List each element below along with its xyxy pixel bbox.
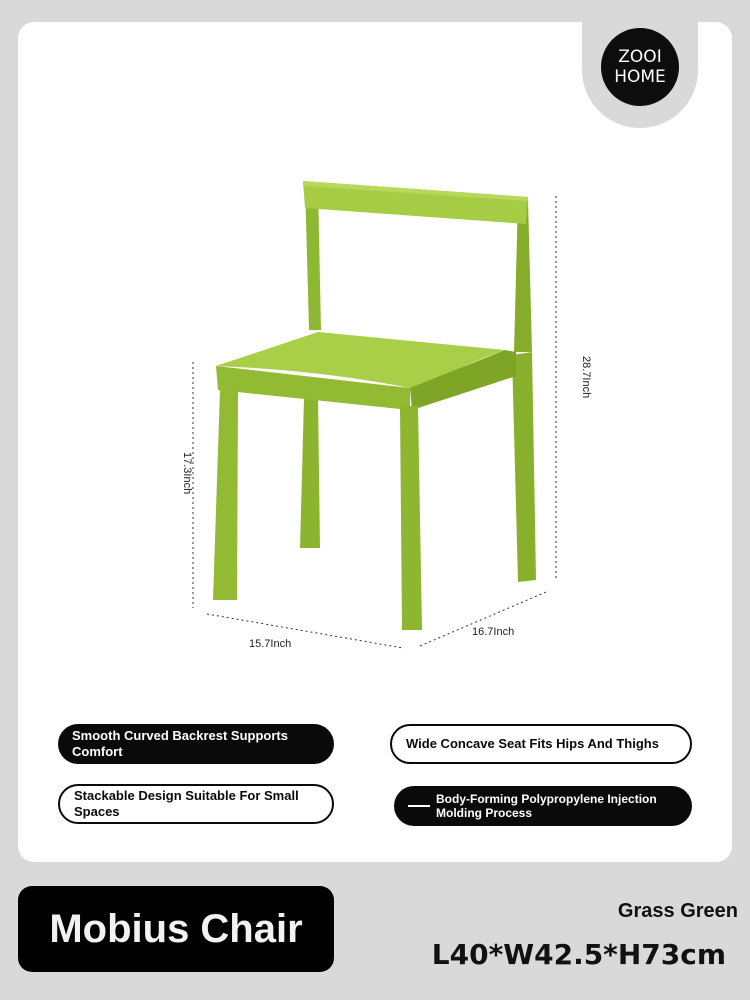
chair-rear-left-leg xyxy=(300,398,320,548)
chair-front-left-leg xyxy=(213,390,238,600)
feature-material-pill xyxy=(394,786,692,826)
brand-logo-line2: HOME xyxy=(614,67,666,87)
feature-material-text: Body-Forming Polypropylene Injection Molding Process xyxy=(436,792,657,820)
product-color-name: Grass Green xyxy=(617,900,738,922)
brand-logo-line1: ZOOI xyxy=(618,47,662,67)
feature-backrest-pill xyxy=(58,724,334,764)
feature-seat-pill xyxy=(390,724,692,764)
chair-front-right-leg xyxy=(400,406,422,630)
seat-height-label: 17.3Inch xyxy=(181,452,193,495)
width-guide-line xyxy=(207,614,403,648)
depth-label: 16.7Inch xyxy=(472,626,515,638)
dimension-guides xyxy=(193,196,556,648)
feature-stackable-text: Stackable Design Suitable For Small Spaces xyxy=(74,788,299,819)
chair-rear-right-leg xyxy=(512,352,536,582)
product-title: Mobius Chair xyxy=(49,906,303,951)
chair-image xyxy=(213,181,536,630)
feature-seat-text: Wide Concave Seat Fits Hips And Thighs xyxy=(406,736,659,751)
product-title-box xyxy=(18,886,334,972)
product-size: L40*W42.5*H73cm xyxy=(431,938,726,971)
dash-icon xyxy=(408,805,430,807)
feature-stackable-pill xyxy=(58,784,334,824)
feature-backrest-text: Smooth Curved Backrest Supports Comfort xyxy=(72,728,288,759)
total-height-label: 28.7Inch xyxy=(580,356,592,399)
width-label: 15.7Inch xyxy=(249,638,292,650)
